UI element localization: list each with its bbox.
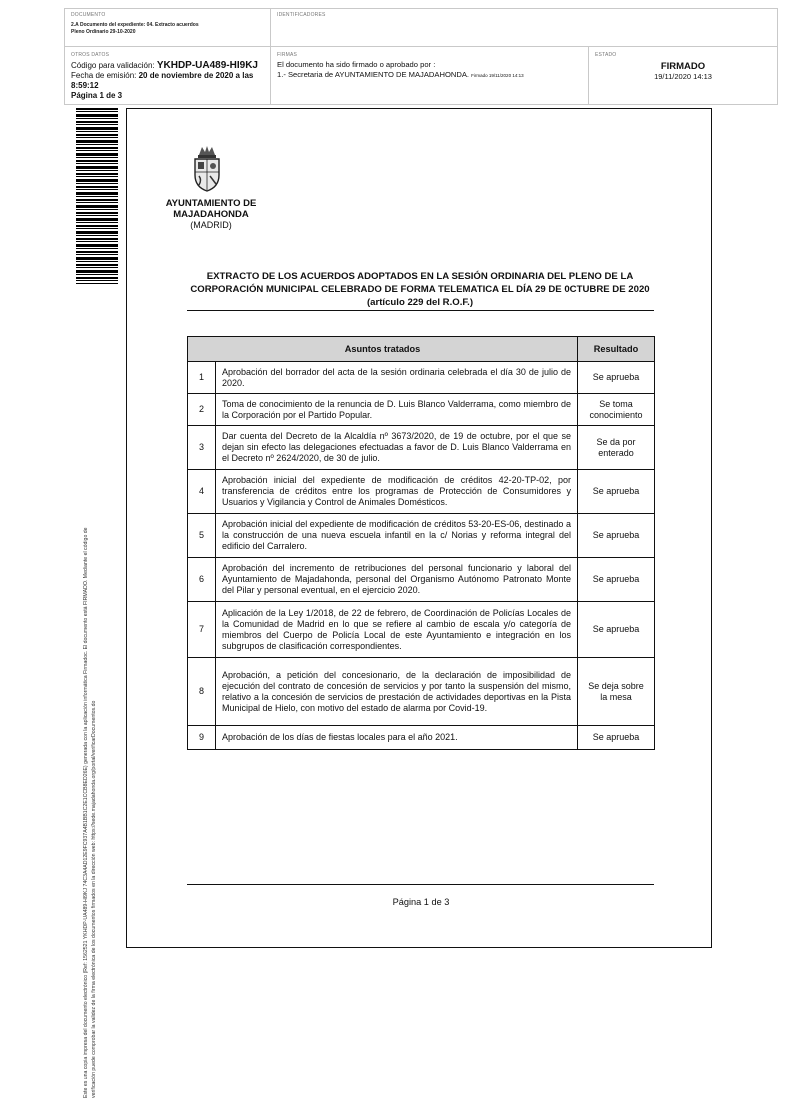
page-number: Página 1 de 3 — [392, 897, 450, 907]
row-result: Se aprueba — [578, 602, 655, 658]
row-result: Se aprueba — [578, 362, 655, 394]
codigo-validacion — [71, 61, 264, 71]
codigo-prefix: Código para validación: — [71, 61, 155, 70]
row-subject: Aplicación de la Ley 1/2018, de 22 de febrero, de Coordinación de Policías Locales de la Comunidad de Madrid en lo que se refiere al cambio de escala y/o categoría de miembros del Cuerpo de Policía Local de este Ayuntamiento e integración en los subgrupos de clasificación correspondientes. — [216, 602, 578, 658]
row-result: Se aprueba — [578, 726, 655, 750]
municipality-line3: (MADRID) — [190, 220, 232, 230]
row-result: Se aprueba — [578, 558, 655, 602]
row-result: Se da por enterado — [578, 426, 655, 470]
firmas-signer: 1.- Secretaria de AYUNTAMIENTO DE MAJADAHONDA. — [277, 70, 469, 79]
table-row — [188, 558, 655, 602]
col-resultado: Resultado — [578, 337, 655, 362]
municipality-line1: AYUNTAMIENTO DE — [165, 198, 257, 209]
row-subject: Aprobación, a petición del concesionario, de la declaración de imposibilidad de ejecución del contrato de concesión de servicios y por tanto la suspensión del mismo, relativo a la concesión de servicios de prestación de actividades deportivas en la Pista Municipal de Hielo, con motivo del estado de alarma por Covid-19. — [216, 658, 578, 726]
row-result: Se toma conocimiento — [578, 394, 655, 426]
firmas-line1: El documento ha sido firmado o aprobado por : — [277, 60, 436, 69]
firmas-label: FIRMAS — [277, 52, 298, 58]
fecha-value: 20 de noviembre de 2020 a las 8:59:12 — [71, 71, 254, 90]
estado-date: 19/11/2020 14:13 — [654, 72, 712, 81]
row-number: 6 — [188, 558, 216, 602]
col-asuntos: Asuntos tratados — [188, 337, 578, 362]
title-line1: EXTRACTO DE LOS ACUERDOS ADOPTADOS EN LA SESIÓN ORDINARIA DEL PLENO DE LA — [206, 271, 634, 282]
identificadores-label: IDENTIFICADORES — [277, 12, 326, 18]
documento-label: DOCUMENTO — [71, 12, 106, 18]
row-number: 7 — [188, 602, 216, 658]
row-number: 3 — [188, 426, 216, 470]
firmas-line2 — [277, 70, 582, 81]
estado-label: ESTADO — [595, 52, 617, 58]
row-subject: Aprobación del incremento de retribuciones del personal funcionario y laboral del Ayuntamiento de Majadahonda, personal del Organismo Autónomo Patronato Monte del Pilar y personal eventual, en el ejercicio 2020. — [216, 558, 578, 602]
table-header-row — [188, 337, 655, 362]
fecha-emision — [71, 71, 264, 91]
table-row — [188, 658, 655, 726]
documento-cell — [65, 9, 271, 47]
codigo-value: YKHDP-UA489-HI9KJ — [156, 60, 258, 71]
agreements-table — [187, 336, 655, 750]
document-title — [175, 270, 665, 309]
row-result: Se deja sobre la mesa — [578, 658, 655, 726]
coat-of-arms-icon — [190, 145, 224, 193]
side-text-line2: verificación puede comprobar la validez de la firma electrónica de los documentos firmados en la dirección web: https://sede.majadahonda.org/portal/verificarDocumentos.do — [91, 700, 97, 1098]
row-subject: Toma de conocimiento de la renuncia de D. Luis Blanco Valderrama, como miembro de la Corporación por el Partido Popular. — [216, 394, 578, 426]
municipality-name — [150, 198, 272, 231]
firmas-cell — [271, 47, 589, 104]
side-text-line1: Este es una copia impresa del documento electrónico (Ref: 1562521 YKHDP-UA489-HI9KJ 74C3A4AD12E9FC937A4B1BB1C2E1CCB8ED26E) generada con la aplicación informática Firmadoc. El documento está FIRMADO. Mediante el código de — [83, 527, 89, 1098]
table-row — [188, 362, 655, 394]
table-row — [188, 470, 655, 514]
estado-value: FIRMADO — [660, 61, 706, 72]
municipality-line2: MAJADAHONDA — [173, 209, 249, 220]
otros-datos-cell — [65, 47, 271, 104]
table-row — [188, 426, 655, 470]
footer-rule — [187, 884, 654, 885]
documento-value: 2.A Documento del expediente: 04. Extracto acuerdos Pleno Ordinario 29-10-2020 — [71, 22, 199, 35]
fecha-prefix: Fecha de emisión: — [71, 71, 137, 80]
title-rule — [187, 310, 654, 311]
firmas-signed-date: Firmado 19/11/2020 14:13 — [471, 73, 524, 78]
table-row — [188, 394, 655, 426]
title-line2: CORPORACIÓN MUNICIPAL CELEBRADO DE FORMA TELEMATICA EL DÍA 29 DE 0CTUBRE DE 2020 — [190, 284, 650, 295]
side-verification-text — [82, 158, 98, 1098]
row-subject: Aprobación inicial del expediente de modificación de créditos 42-20-TP-02, por transferencia de créditos entre los programas de Protección de Consumidores y Usuarios y Vigilancia y Control de Animales Domésticos. — [216, 470, 578, 514]
identificadores-cell — [271, 9, 777, 47]
row-number: 9 — [188, 726, 216, 750]
table-row — [188, 726, 655, 750]
row-result: Se aprueba — [578, 470, 655, 514]
row-number: 8 — [188, 658, 216, 726]
table-row — [188, 602, 655, 658]
document-header — [64, 8, 778, 105]
row-number: 4 — [188, 470, 216, 514]
title-line3: (artículo 229 del R.O.F.) — [366, 297, 474, 308]
row-subject: Aprobación inicial del expediente de modificación de créditos 53-20-ES-06, destinado a la construcción de una nueva escuela infantil en la c/ Norias y reforma integral del edificio del Carralero. — [216, 514, 578, 558]
row-number: 2 — [188, 394, 216, 426]
otros-datos-label: OTROS DATOS — [71, 52, 110, 58]
table-row — [188, 514, 655, 558]
row-subject: Aprobación de los días de fiestas locales para el año 2021. — [216, 726, 578, 750]
row-subject: Dar cuenta del Decreto de la Alcaldía nº 3673/2020, de 19 de octubre, por el que se dejan sin efecto las delegaciones efectuadas a favor de D. Luis Blanco Valderrama en el Decreto nº 2624/2020, de 30 de julio. — [216, 426, 578, 470]
row-subject: Aprobación del borrador del acta de la sesión ordinaria celebrada el día 30 de julio de 2020. — [216, 362, 578, 394]
row-number: 5 — [188, 514, 216, 558]
pagina-header: Página 1 de 3 — [71, 91, 123, 100]
row-result: Se aprueba — [578, 514, 655, 558]
estado-cell — [589, 47, 777, 104]
row-number: 1 — [188, 362, 216, 394]
